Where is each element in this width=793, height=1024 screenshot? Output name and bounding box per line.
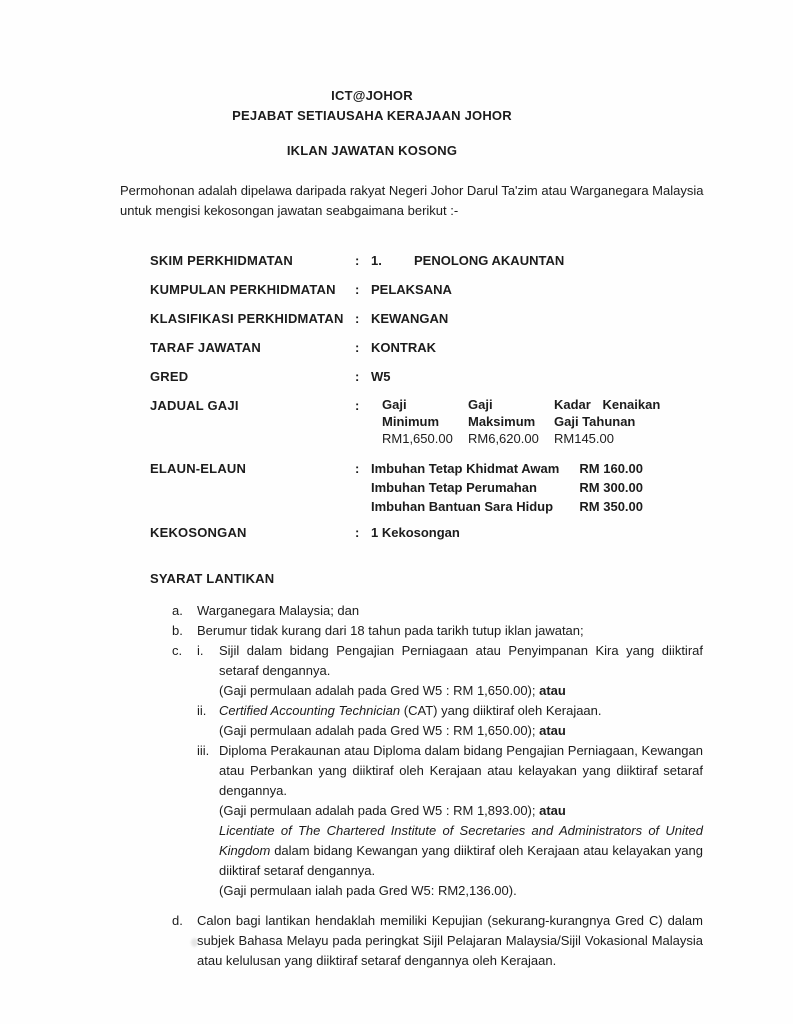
allowance-amount: RM 300.00 — [579, 480, 643, 495]
licentiate-paragraph — [219, 821, 703, 881]
detail-colon: : — [355, 311, 360, 326]
detail-value-text: W5 — [371, 369, 391, 384]
sub-list-marker: ii. — [197, 703, 207, 718]
detail-colon: : — [355, 369, 360, 384]
list-item-c-body — [197, 641, 703, 901]
list-item-text: Warganegara Malaysia; dan — [197, 603, 360, 618]
detail-row-gred — [150, 367, 703, 387]
detail-colon: : — [355, 525, 360, 540]
detail-label: SKIM PERKHIDMATAN — [150, 253, 294, 268]
list-marker: a. — [172, 603, 183, 618]
salary-note: (Gaji permulaan ialah pada Gred W5: RM2,136.00). — [219, 883, 517, 898]
list-item-text: Berumur tidak kurang dari 18 tahun pada tarikh tutup iklan jawatan; — [197, 623, 584, 638]
list-item-a — [172, 601, 703, 621]
detail-label: KEKOSONGAN — [150, 525, 247, 540]
detail-colon: : — [355, 398, 360, 413]
page-title: IKLAN JAWATAN KOSONG — [286, 143, 458, 158]
salary-header: Gaji Tahunan — [554, 414, 636, 429]
requirements-heading: SYARAT LANTIKAN — [150, 571, 275, 586]
detail-label: KUMPULAN PERKHIDMATAN — [150, 282, 336, 297]
detail-value-text: 1 Kekosongan — [371, 525, 460, 540]
details-section — [150, 251, 703, 543]
allowance-row — [371, 497, 643, 516]
list-item-b — [172, 621, 703, 641]
allowance-row — [371, 478, 643, 497]
salary-table — [382, 396, 684, 447]
allowance-amount: RM 350.00 — [579, 499, 643, 514]
salary-header: Gaji — [382, 397, 407, 412]
sub-item-text — [219, 701, 703, 721]
scan-smudge — [191, 938, 198, 947]
intro-paragraph: Permohonan adalah dipelawa daripada rakyat Negeri Johor Darul Ta'zim atau Warganegara Malaysia untuk mengisi kekosongan jawatan seabgaimana berikut :- — [120, 183, 704, 218]
salary-header: Kadar Kenaikan — [554, 397, 661, 412]
salary-note-text: (Gaji permulaan adalah pada Gred W5 : RM 1,650.00); — [219, 683, 540, 698]
sub-list-marker: i. — [197, 643, 204, 658]
list-marker: b. — [172, 623, 183, 638]
detail-row-skim — [150, 251, 703, 271]
list-item-d — [172, 911, 703, 971]
detail-colon: : — [355, 253, 360, 268]
detail-label: JADUAL GAJI — [150, 398, 239, 413]
detail-label: GRED — [150, 369, 189, 384]
allowance-list — [371, 459, 643, 516]
detail-value-text: KONTRAK — [371, 340, 436, 355]
qualification-rest: (CAT) yang diiktiraf oleh Kerajaan. — [400, 703, 602, 718]
salary-value: RM1,650.00 — [382, 431, 453, 446]
detail-value-text: PELAKSANA — [371, 282, 452, 297]
sub-item-text: Sijil dalam bidang Pengajian Perniagaan atau Penyimpanan Kira yang diiktiraf setaraf dengannya. — [219, 643, 703, 678]
detail-colon: : — [355, 340, 360, 355]
salary-col-kenaikan — [554, 396, 684, 447]
sub-item-text: Diploma Perakaunan atau Diploma dalam bidang Pengajian Perniagaan, Kewangan atau Perbankan yang diiktiraf oleh Kerajaan atau kelayakan yang diiktiraf setaraf dengannya. — [219, 743, 703, 798]
salary-note-text: (Gaji permulaan adalah pada Gred W5 : RM 1,650.00); — [219, 723, 540, 738]
detail-number: 1. — [371, 253, 382, 268]
sub-item-ii — [197, 701, 703, 741]
salary-value: RM145.00 — [554, 431, 614, 446]
sub-list-marker: iii. — [197, 743, 210, 758]
detail-row-jadual-gaji — [150, 396, 703, 447]
allowance-name: Imbuhan Tetap Perumahan — [371, 480, 537, 495]
salary-col-maksimum — [468, 396, 554, 447]
list-item-text: Calon bagi lantikan hendaklah memiliki Kepujian (sekurang-kurangnya Gred C) dalam subjek Bahasa Melayu pada peringkat Sijil Pelajaran Malaysia/Sijil Vokasional Malaysia atau kelulusan yang diiktiraf setaraf dengannya oleh Kerajaan. — [197, 913, 703, 968]
salary-value: RM6,620.00 — [468, 431, 539, 446]
detail-row-kumpulan — [150, 280, 703, 300]
qualification-rest: dalam bidang Kewangan yang diiktiraf oleh Kerajaan atau kelayakan yang diiktiraf setaraf dengannya. — [219, 843, 703, 878]
salary-header: Gaji — [468, 397, 493, 412]
sub-item-ii-body — [219, 701, 703, 741]
salary-header: Minimum — [382, 414, 440, 429]
detail-label: KLASIFIKASI PERKHIDMATAN — [150, 311, 344, 326]
salary-col-minimum — [382, 396, 468, 447]
detail-colon: : — [355, 282, 360, 297]
sub-item-iii-body — [219, 741, 703, 901]
org-name: ICT@JOHOR — [331, 88, 413, 103]
requirements-list — [172, 601, 703, 971]
list-marker: d. — [172, 913, 183, 928]
detail-row-elaun — [150, 459, 703, 516]
list-marker: c. — [172, 643, 183, 658]
detail-label: TARAF JAWATAN — [150, 340, 261, 355]
detail-value — [371, 251, 703, 271]
salary-note-atau: atau — [539, 803, 566, 818]
detail-row-kekosongan — [150, 523, 703, 543]
allowance-row — [371, 459, 643, 478]
qualification-name-italic: Licentiate of The Chartered Institute of Secretaries and Administrators of United Kingdom — [219, 823, 703, 858]
salary-header: Maksimum — [468, 414, 536, 429]
salary-note — [219, 681, 703, 701]
salary-note-atau: atau — [539, 723, 566, 738]
document-header — [120, 86, 624, 161]
office-name: PEJABAT SETIAUSAHA KERAJAAN JOHOR — [232, 108, 512, 123]
detail-value-text: KEWANGAN — [371, 311, 449, 326]
salary-note — [219, 801, 703, 821]
list-item-c — [172, 641, 703, 901]
allowance-name: Imbuhan Tetap Khidmat Awam — [371, 461, 560, 476]
detail-row-taraf — [150, 338, 703, 358]
detail-value-text: PENOLONG AKAUNTAN — [414, 253, 565, 268]
qualification-name-italic: Certified Accounting Technician — [219, 703, 401, 718]
detail-row-klasifikasi — [150, 309, 703, 329]
salary-note-text: (Gaji permulaan adalah pada Gred W5 : RM 1,893.00); — [219, 803, 540, 818]
sub-item-i — [197, 641, 703, 701]
allowance-amount: RM 160.00 — [579, 461, 643, 476]
detail-colon: : — [355, 461, 360, 476]
sub-item-iii — [197, 741, 703, 901]
allowance-name: Imbuhan Bantuan Sara Hidup — [371, 499, 554, 514]
salary-note-atau: atau — [539, 683, 566, 698]
detail-label: ELAUN-ELAUN — [150, 461, 247, 476]
sub-item-i-body — [219, 641, 703, 701]
salary-note — [219, 721, 703, 741]
